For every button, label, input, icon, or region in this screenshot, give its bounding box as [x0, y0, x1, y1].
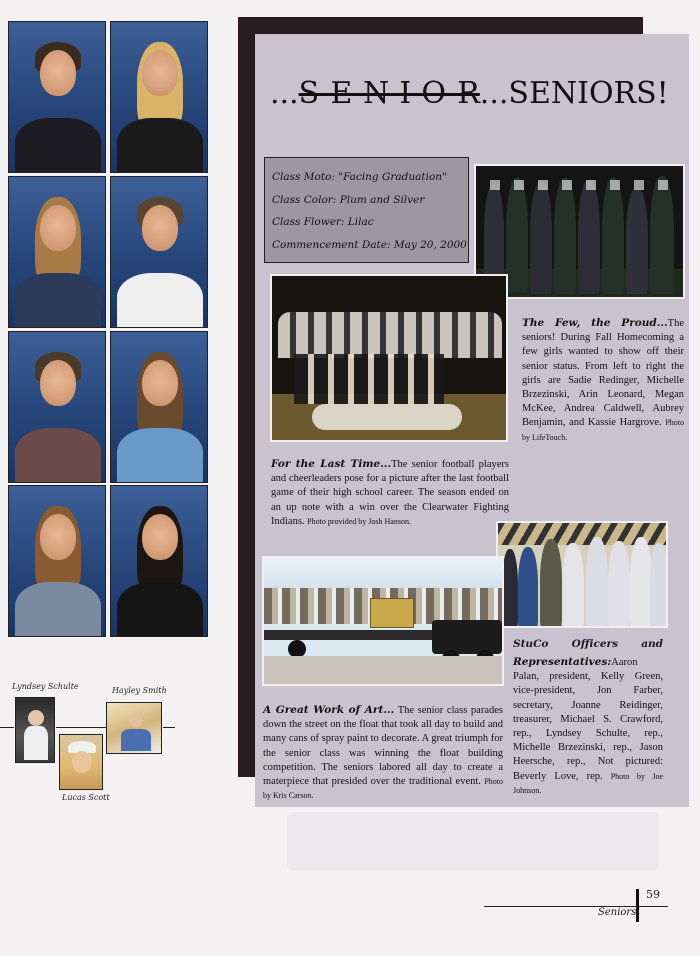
mini-photo-hayley: [106, 702, 162, 754]
caption-last-time-body: The senior football players and cheerleaders pose for a picture after the last football game of their high school career. The season ended on an up note with a win over the Clearwater Fighting Indians.: [271, 459, 509, 527]
senior-portrait: [8, 485, 106, 637]
senior-portrait: [110, 21, 208, 173]
senior-portrait: [110, 485, 208, 637]
caption-last-time: [271, 457, 509, 529]
photo-stuco-officers: [496, 521, 668, 628]
caption-last-time-heading: For the Last Time...: [271, 458, 392, 470]
senior-portrait: [8, 331, 106, 483]
class-color: Class Color: Plum and Silver: [272, 193, 425, 206]
stuco-head-word2: Officers: [571, 638, 618, 650]
class-info-box: [264, 157, 469, 263]
senior-portrait: [8, 21, 106, 173]
mini-label-lucas: Lucas Scott: [62, 793, 110, 802]
caption-great-work-credit: Photo by Kris Carson.: [263, 777, 503, 801]
senior-portrait: [110, 176, 208, 328]
caption-stuco-heading: [513, 636, 663, 653]
photo-parade-float: [262, 556, 504, 686]
title-suffix: ...SENIORS!: [479, 76, 669, 111]
caption-great-work-heading: A Great Work of Art...: [263, 704, 395, 716]
folio-section-label: Seniors: [598, 907, 637, 918]
mini-label-hayley: Hayley Smith: [112, 686, 167, 695]
class-motto: Class Moto: "Facing Graduation": [272, 171, 447, 183]
mini-photo-lyndsey: [15, 697, 55, 763]
commencement-date: Commencement Date: May 20, 2000: [272, 238, 467, 251]
caption-stuco: [513, 655, 663, 798]
senior-portrait: [110, 331, 208, 483]
title-spelled: S-E-N-I-O-R: [298, 76, 480, 111]
mini-connector-line: [0, 727, 14, 728]
folio-rule: [484, 906, 668, 907]
mini-label-lyndsey: Lyndsey Schulte: [12, 682, 79, 691]
title-prefix: ...: [270, 76, 299, 111]
caption-stuco-heading-line2: Representatives:: [513, 656, 612, 668]
stuco-head-word1: StuCo: [513, 638, 549, 650]
caption-few-proud: [522, 316, 684, 445]
folio-bar: [636, 889, 639, 922]
bleed-through-shadow: [287, 812, 659, 870]
mini-photo-lucas: [59, 734, 103, 790]
caption-stuco-credit: Photo by Joe Johnson.: [513, 771, 663, 795]
page-title: [270, 76, 685, 111]
stuco-head-word3: and: [641, 638, 663, 650]
caption-stuco-body: Aaron Palan, president, Kelly Green, vice-president, Jon Farber, secretary, Joanne Reidinger, treasurer, Michael S. Crawford, rep., Lyndsey Schulte, rep., Michelle Brzezinski, rep., Jason Heersche, rep., Not pictured: Beverly Love, rep.: [513, 657, 663, 782]
caption-last-time-credit: Photo provided by Josh Hanson.: [307, 516, 411, 526]
mini-connector-line: [56, 727, 106, 728]
caption-few-proud-heading: The Few, the Proud...: [522, 317, 668, 329]
caption-great-work-body: The senior class parades down the street on the float that took all day to build and many cans of spray paint to decorate. A great triumph for the senior class was winning the float building competition. The seniors labored all day to create a materpiece that presided over the traditional event.: [263, 705, 503, 788]
photo-football-team: [270, 274, 508, 442]
mini-connector-line: [163, 727, 175, 728]
caption-few-proud-body: The seniors! During Fall Homecoming a few girls wanted to show off their senior status. From left to right the girls are Sadie Redinger, Michelle Brzezinski, Arin Leonard, Megan McKee, Andrea Caldwell, Aubrey Benjamin, and Kassie Hargrove.: [522, 318, 684, 429]
senior-portrait: [8, 176, 106, 328]
caption-great-work: [263, 703, 503, 803]
class-flower: Class Flower: Lilac: [272, 216, 374, 228]
page-number: 59: [646, 888, 660, 901]
caption-few-proud-credit: Photo by LifeTouch.: [522, 418, 685, 442]
